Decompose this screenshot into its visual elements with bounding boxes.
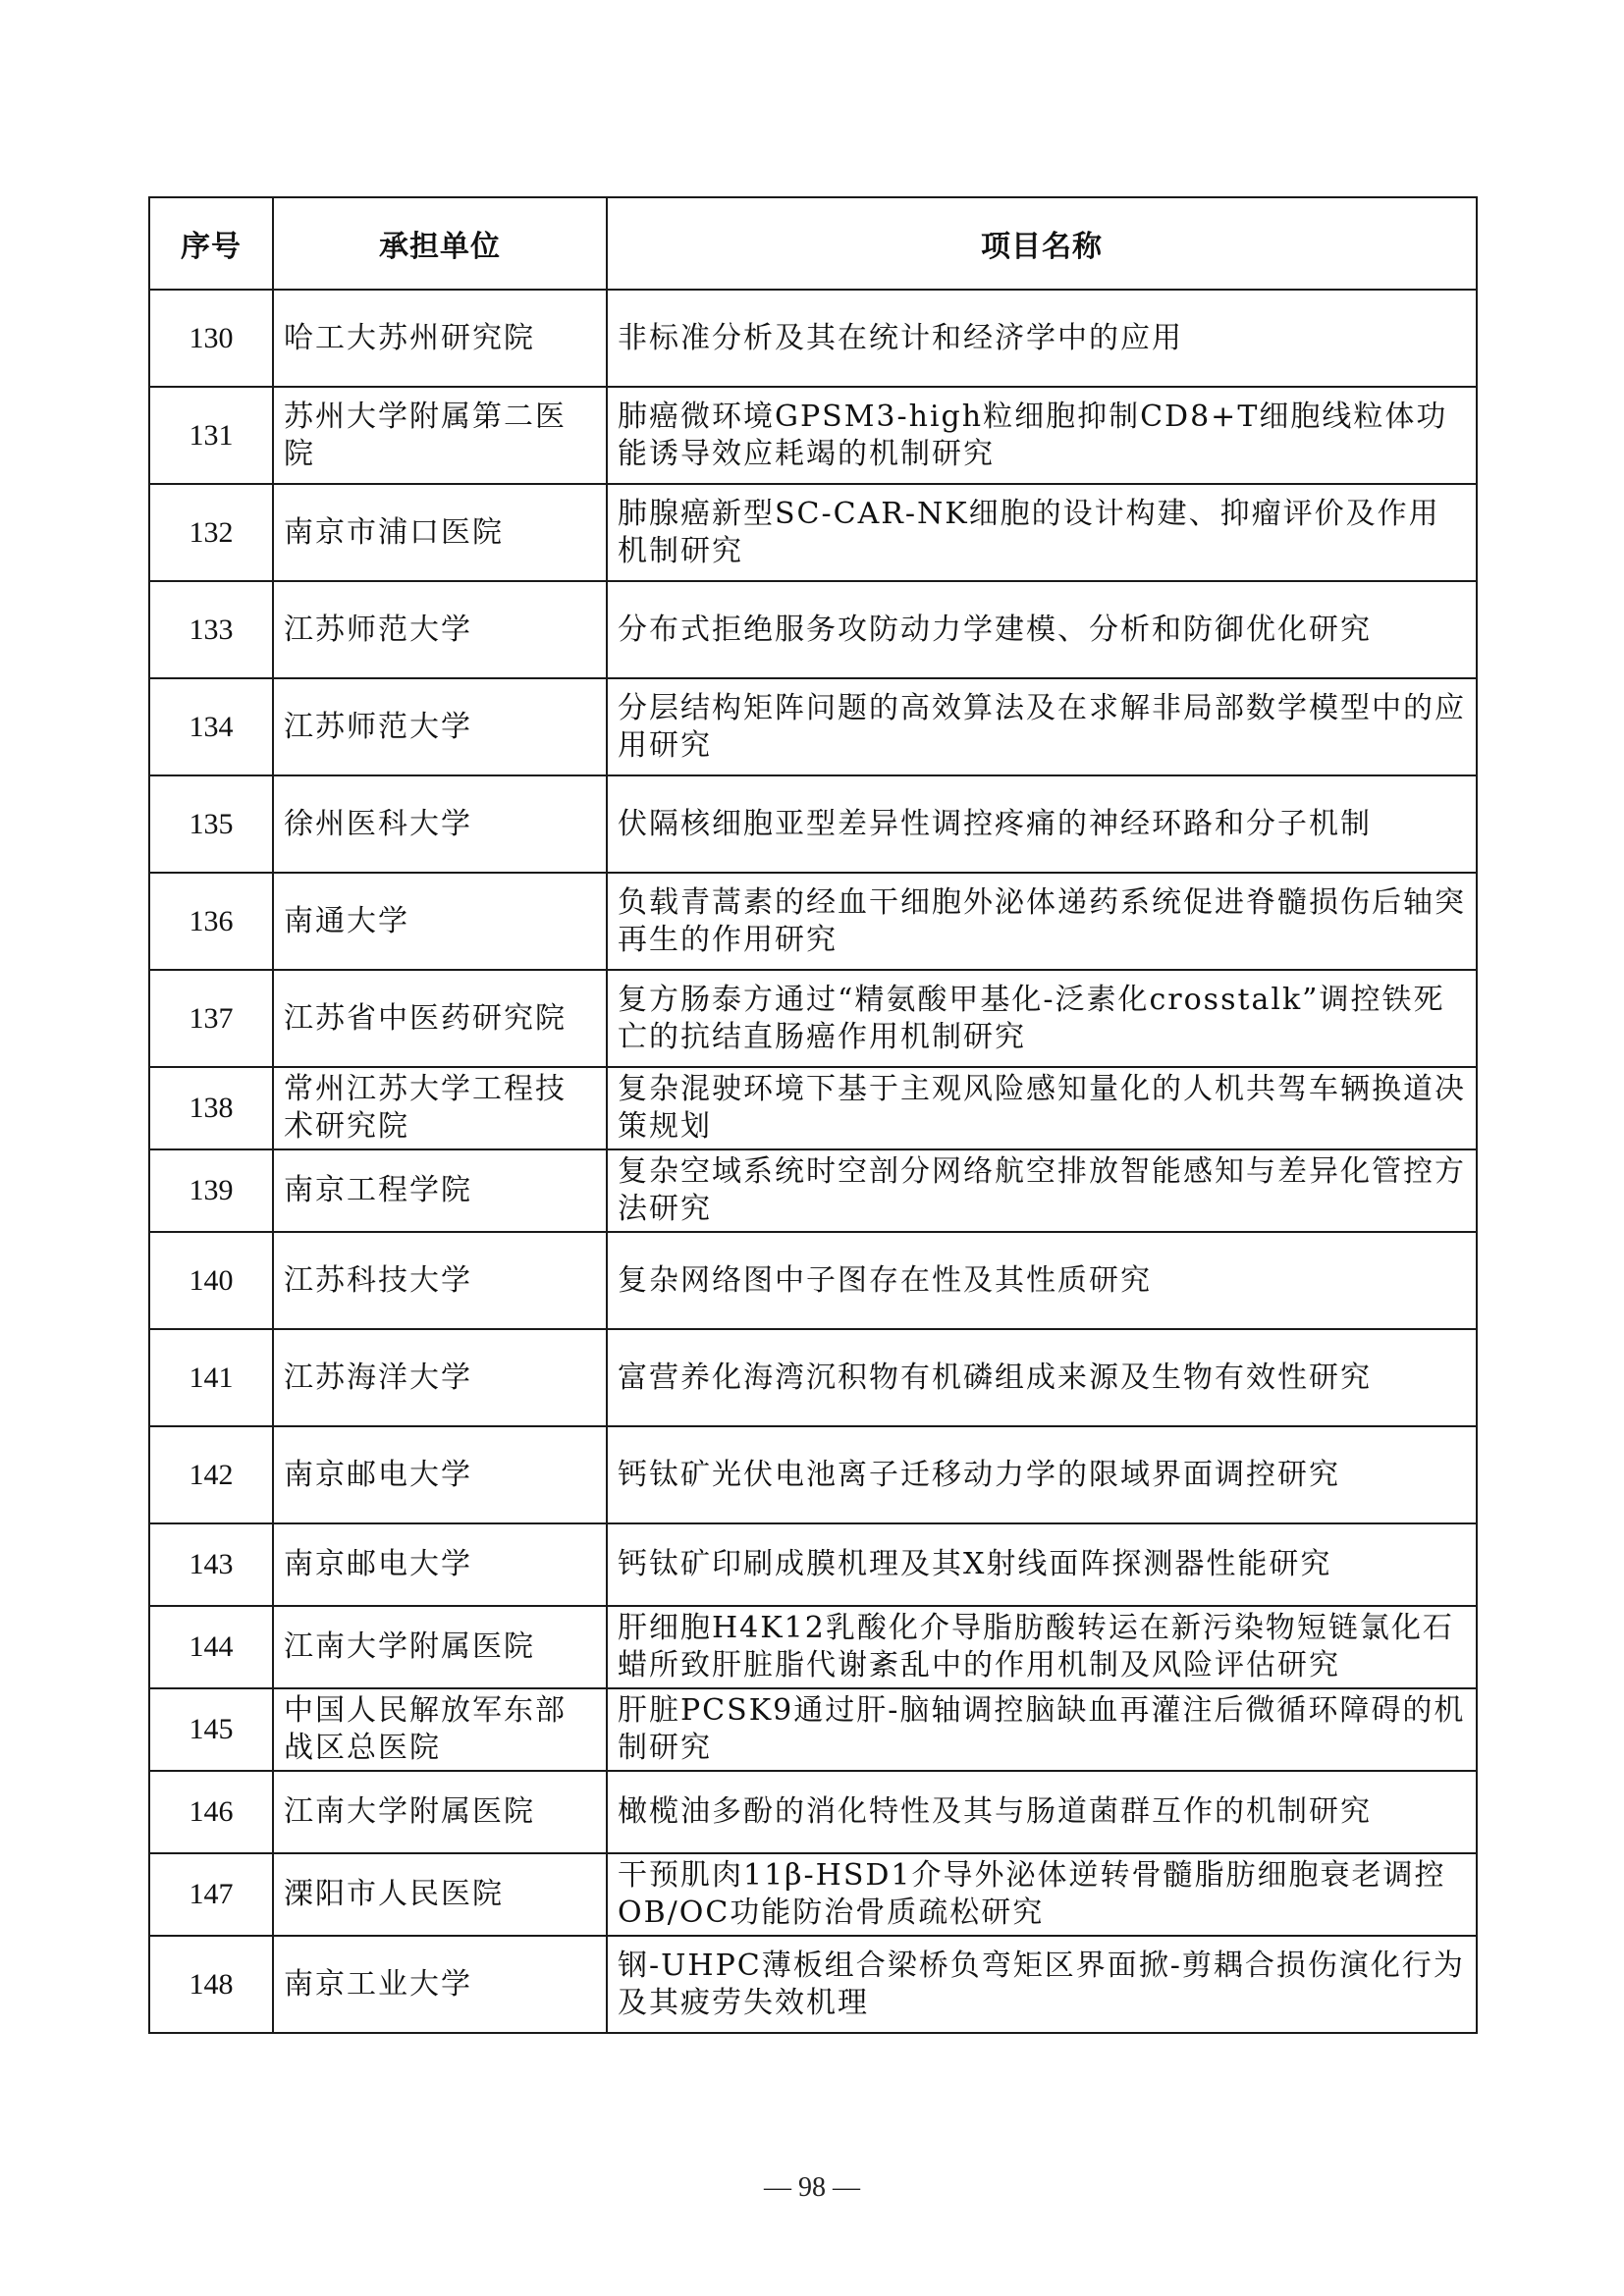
row-unit: 哈工大苏州研究院	[273, 290, 607, 387]
table-row	[149, 1936, 1477, 2033]
table-row	[149, 1523, 1477, 1606]
header-serial-number: 序号	[149, 197, 273, 290]
row-unit: 徐州医科大学	[273, 775, 607, 873]
table-row	[149, 581, 1477, 678]
row-unit: 江苏师范大学	[273, 581, 607, 678]
row-serial-number: 145	[149, 1688, 273, 1771]
row-project-name: 负载青蒿素的经血干细胞外泌体递药系统促进脊髓损伤后轴突再生的作用研究	[607, 873, 1477, 970]
row-unit: 中国人民解放军东部战区总医院	[273, 1688, 607, 1771]
table-row	[149, 1149, 1477, 1232]
row-unit: 江南大学附属医院	[273, 1606, 607, 1688]
table-row	[149, 1606, 1477, 1688]
row-project-name: 分布式拒绝服务攻防动力学建模、分析和防御优化研究	[607, 581, 1477, 678]
table-row	[149, 1232, 1477, 1329]
row-serial-number: 138	[149, 1067, 273, 1149]
row-unit: 苏州大学附属第二医院	[273, 387, 607, 484]
row-serial-number: 143	[149, 1523, 273, 1606]
row-project-name: 富营养化海湾沉积物有机磷组成来源及生物有效性研究	[607, 1329, 1477, 1426]
table-row	[149, 1067, 1477, 1149]
row-serial-number: 137	[149, 970, 273, 1067]
row-project-name: 复杂空域系统时空剖分网络航空排放智能感知与差异化管控方法研究	[607, 1149, 1477, 1232]
row-project-name: 非标准分析及其在统计和经济学中的应用	[607, 290, 1477, 387]
row-serial-number: 130	[149, 290, 273, 387]
row-serial-number: 141	[149, 1329, 273, 1426]
row-project-name: 肺腺癌新型SC-CAR-NK细胞的设计构建、抑瘤评价及作用机制研究	[607, 484, 1477, 581]
row-serial-number: 132	[149, 484, 273, 581]
header-row	[149, 197, 1477, 290]
table-row	[149, 873, 1477, 970]
row-serial-number: 133	[149, 581, 273, 678]
row-project-name: 复杂混驶环境下基于主观风险感知量化的人机共驾车辆换道决策规划	[607, 1067, 1477, 1149]
row-unit: 南通大学	[273, 873, 607, 970]
row-unit: 南京市浦口医院	[273, 484, 607, 581]
project-table	[148, 196, 1478, 2034]
table-row	[149, 1329, 1477, 1426]
table-row	[149, 1688, 1477, 1771]
row-unit: 南京邮电大学	[273, 1426, 607, 1523]
row-project-name: 肺癌微环境GPSM3-high粒细胞抑制CD8+T细胞线粒体功能诱导效应耗竭的机制研究	[607, 387, 1477, 484]
row-unit: 南京工程学院	[273, 1149, 607, 1232]
table-row	[149, 387, 1477, 484]
row-project-name: 干预肌肉11β-HSD1介导外泌体逆转骨髓脂肪细胞衰老调控OB/OC功能防治骨质疏松研究	[607, 1853, 1477, 1936]
row-unit: 江苏科技大学	[273, 1232, 607, 1329]
row-unit: 江苏海洋大学	[273, 1329, 607, 1426]
table-header	[149, 197, 1477, 290]
table-row	[149, 970, 1477, 1067]
row-project-name: 钢-UHPC薄板组合梁桥负弯矩区界面掀-剪耦合损伤演化行为及其疲劳失效机理	[607, 1936, 1477, 2033]
row-project-name: 橄榄油多酚的消化特性及其与肠道菌群互作的机制研究	[607, 1771, 1477, 1853]
table-row	[149, 1426, 1477, 1523]
row-serial-number: 139	[149, 1149, 273, 1232]
row-unit: 南京工业大学	[273, 1936, 607, 2033]
row-project-name: 钙钛矿印刷成膜机理及其X射线面阵探测器性能研究	[607, 1523, 1477, 1606]
table-row	[149, 484, 1477, 581]
row-serial-number: 144	[149, 1606, 273, 1688]
row-unit: 江苏师范大学	[273, 678, 607, 775]
table-row	[149, 1853, 1477, 1936]
table-row	[149, 290, 1477, 387]
row-serial-number: 135	[149, 775, 273, 873]
row-serial-number: 134	[149, 678, 273, 775]
row-serial-number: 146	[149, 1771, 273, 1853]
row-project-name: 钙钛矿光伏电池离子迁移动力学的限域界面调控研究	[607, 1426, 1477, 1523]
header-undertaking-unit: 承担单位	[273, 197, 607, 290]
row-serial-number: 147	[149, 1853, 273, 1936]
row-serial-number: 142	[149, 1426, 273, 1523]
row-project-name: 分层结构矩阵问题的高效算法及在求解非局部数学模型中的应用研究	[607, 678, 1477, 775]
row-serial-number: 136	[149, 873, 273, 970]
row-unit: 江南大学附属医院	[273, 1771, 607, 1853]
row-unit: 南京邮电大学	[273, 1523, 607, 1606]
header-project-name: 项目名称	[607, 197, 1477, 290]
table-row	[149, 678, 1477, 775]
row-serial-number: 148	[149, 1936, 273, 2033]
row-project-name: 伏隔核细胞亚型差异性调控疼痛的神经环路和分子机制	[607, 775, 1477, 873]
row-project-name: 肝细胞H4K12乳酸化介导脂肪酸转运在新污染物短链氯化石蜡所致肝脏脂代谢紊乱中的作用机制及风险评估研究	[607, 1606, 1477, 1688]
row-unit: 江苏省中医药研究院	[273, 970, 607, 1067]
row-serial-number: 140	[149, 1232, 273, 1329]
table-row	[149, 775, 1477, 873]
page-number: — 98 —	[764, 2172, 860, 2203]
row-serial-number: 131	[149, 387, 273, 484]
table-body	[149, 290, 1477, 2033]
row-project-name: 复方肠泰方通过“精氨酸甲基化-泛素化crosstalk”调控铁死亡的抗结直肠癌作用机制研究	[607, 970, 1477, 1067]
row-project-name: 复杂网络图中子图存在性及其性质研究	[607, 1232, 1477, 1329]
row-project-name: 肝脏PCSK9通过肝-脑轴调控脑缺血再灌注后微循环障碍的机制研究	[607, 1688, 1477, 1771]
row-unit: 溧阳市人民医院	[273, 1853, 607, 1936]
row-unit: 常州江苏大学工程技术研究院	[273, 1067, 607, 1149]
table-row	[149, 1771, 1477, 1853]
